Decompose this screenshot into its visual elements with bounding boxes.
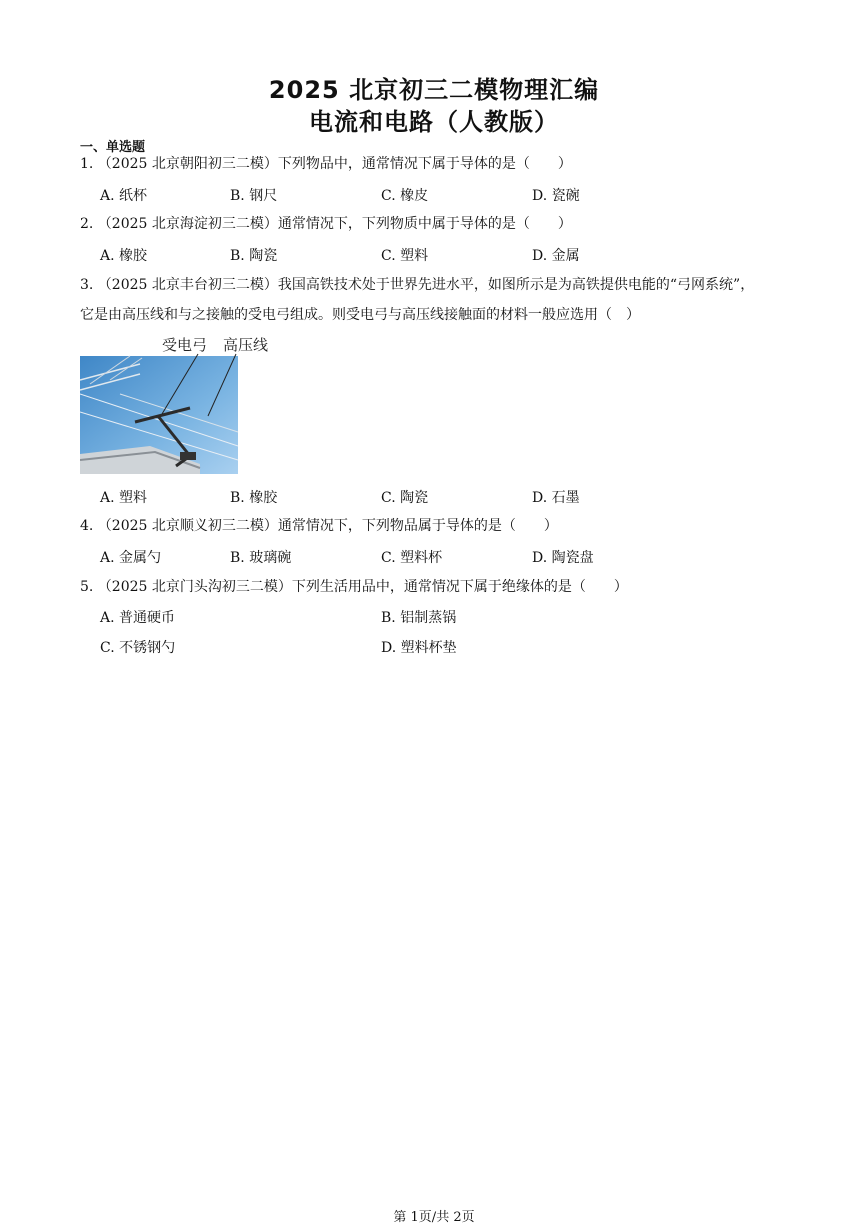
option-b: B. 陶瓷 bbox=[230, 248, 278, 264]
page-title: 2025 北京初三二模物理汇编 bbox=[268, 76, 600, 104]
option-b: B. 铝制蒸锅 bbox=[381, 610, 457, 626]
option-d: D. 石墨 bbox=[532, 490, 580, 506]
option-d: D. 金属 bbox=[532, 248, 580, 264]
option-d: D. 瓷碗 bbox=[532, 188, 580, 204]
pantograph-photo bbox=[80, 334, 270, 476]
option-a: A. 纸杯 bbox=[100, 188, 148, 204]
question-3-text-line1: 3. （2025 北京丰台初三二模）我国高铁技术处于世界先进水平，如图所示是为高铁提供电能的“弓网系统”， bbox=[80, 277, 755, 293]
question-4-options bbox=[100, 547, 800, 567]
pantograph-figure bbox=[80, 334, 270, 476]
question-1-options bbox=[100, 185, 800, 205]
question-2-text: 2. （2025 北京海淀初三二模）通常情况下，下列物质中属于导体的是（ ） bbox=[80, 216, 572, 232]
page-number: 第 1页/共 2页 bbox=[393, 1210, 475, 1225]
option-a: A. 橡胶 bbox=[100, 248, 148, 264]
section-heading: 一、单选题 bbox=[80, 140, 146, 155]
question-4-text: 4. （2025 北京顺义初三二模）通常情况下，下列物品属于导体的是（ ） bbox=[80, 518, 558, 534]
figure-label-pantograph: 受电弓 bbox=[162, 336, 208, 354]
question-5-options-row2 bbox=[100, 637, 800, 657]
question-2-options bbox=[100, 245, 800, 265]
option-c: C. 橡皮 bbox=[381, 188, 429, 204]
option-c: C. 塑料 bbox=[381, 248, 429, 264]
question-1-text: 1. （2025 北京朝阳初三二模）下列物品中，通常情况下属于导体的是（ ） bbox=[80, 156, 572, 172]
option-c: C. 塑料杯 bbox=[381, 550, 443, 566]
option-b: B. 玻璃碗 bbox=[230, 550, 292, 566]
option-a: A. 塑料 bbox=[100, 490, 148, 506]
option-c: C. 陶瓷 bbox=[381, 490, 429, 506]
question-3-options bbox=[100, 487, 800, 507]
option-a: A. 金属勺 bbox=[100, 550, 162, 566]
option-c: C. 不锈钢勺 bbox=[100, 640, 176, 656]
question-3-text-line2: 它是由高压线和与之接触的受电弓组成。则受电弓与高压线接触面的材料一般应选用（ ） bbox=[80, 307, 640, 323]
question-5-options-row1 bbox=[100, 607, 800, 627]
option-b: B. 橡胶 bbox=[230, 490, 278, 506]
page-subtitle: 电流和电路（人教版） bbox=[309, 108, 559, 136]
question-5-text: 5. （2025 北京门头沟初三二模）下列生活用品中，通常情况下属于绝缘体的是（ ） bbox=[80, 579, 628, 595]
option-d: D. 塑料杯垫 bbox=[381, 640, 457, 656]
option-b: B. 钢尺 bbox=[230, 188, 278, 204]
option-a: A. 普通硬币 bbox=[100, 610, 176, 626]
option-d: D. 陶瓷盘 bbox=[532, 550, 594, 566]
figure-label-highvoltage-line: 高压线 bbox=[223, 336, 269, 354]
